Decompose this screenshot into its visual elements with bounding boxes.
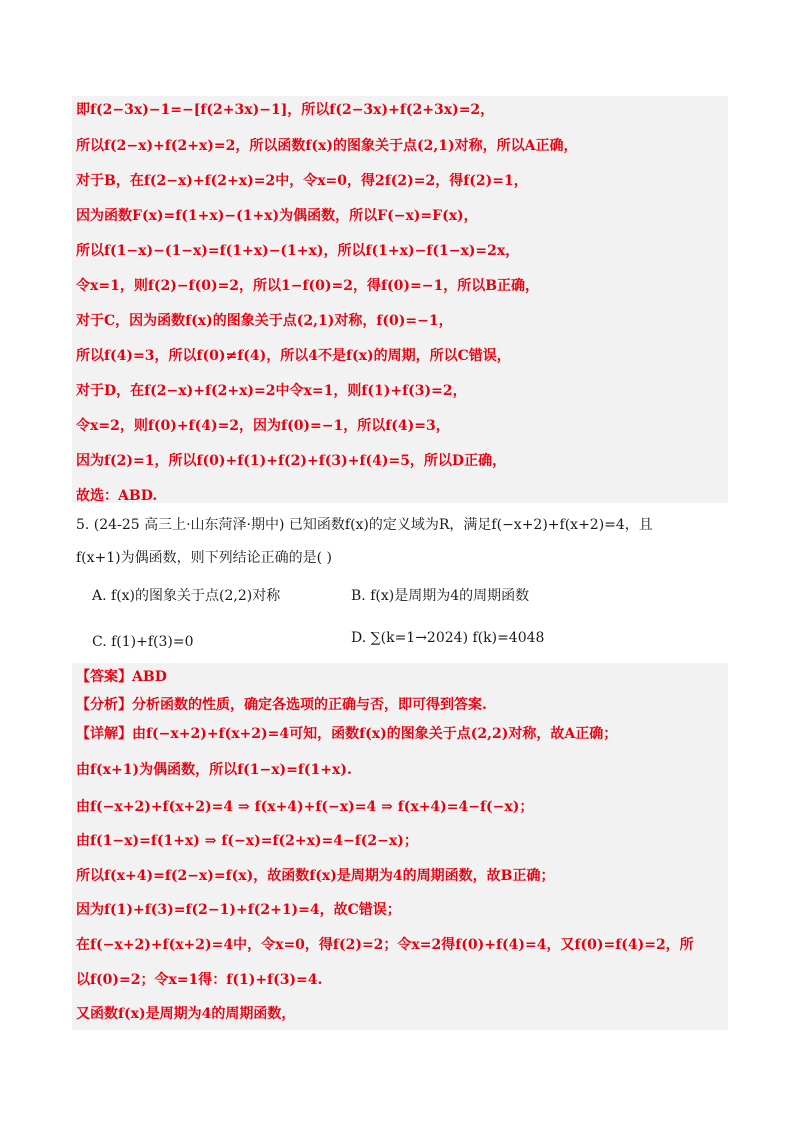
solution-line: 对于C，因为函数f(x)的图象关于点(2,1)对称，f(0)=−1， <box>76 313 453 329</box>
solution-line: 因为函数F(x)=f(1+x)−(1+x)为偶函数，所以F(−x)=F(x)， <box>76 208 478 224</box>
detail-line: 又函数f(x)是周期为4的周期函数， <box>76 1006 296 1022</box>
question-text: 5. (24-25 高三上·山东菏泽·期中) 已知函数f(x)的定义域为R，满足f(−x+2)+f(x+2)=4，且 <box>76 517 653 533</box>
detail-line: 由f(1−x)=f(1+x) ⇒ f(−x)=f(2+x)=4−f(2−x)； <box>76 833 418 849</box>
solution-line: 所以f(2−x)+f(2+x)=2，所以函数f(x)的图象关于点(2,1)对称，所以A正确， <box>76 138 578 154</box>
detail-line: 因为f(1)+f(3)=f(2−1)+f(2+1)=4，故C错误； <box>76 902 401 918</box>
solution-line: 令x=1，则f(2)−f(0)=2，所以1−f(0)=2，得f(0)=−1，所以B正确， <box>76 278 540 294</box>
solution-line: 即f(2−3x)−1=−[f(2+3x)−1]，所以f(2−3x)+f(2+3x)=2， <box>76 102 495 118</box>
solution-block-previous <box>72 96 728 503</box>
question-text: f(x+1)为偶函数，则下列结论正确的是( ) <box>76 550 333 566</box>
detail-line: 由f(−x+2)+f(x+2)=4 ⇒ f(x+4)+f(−x)=4 ⇒ f(x+4)=4−f(−x)； <box>76 799 534 815</box>
solution-line: 对于D，在f(2−x)+f(2+x)=2中令x=1，则f(1)+f(3)=2， <box>76 383 467 399</box>
option-b: B. f(x)是周期为4的周期函数 <box>351 588 530 604</box>
analysis-line: 【分析】分析函数的性质，确定各选项的正确与否，即可得到答案. <box>76 697 487 713</box>
answer-line: 【答案】ABD <box>76 669 167 685</box>
option-c: C. f(1)+f(3)=0 <box>92 634 194 650</box>
solution-line: 对于B，在f(2−x)+f(2+x)=2中，令x=0，得2f(2)=2，得f(2)=1， <box>76 173 528 189</box>
detail-line: 所以f(x+4)=f(2−x)=f(x)，故函数f(x)是周期为4的周期函数，故B正确； <box>76 868 555 884</box>
option-d: D. ∑(k=1→2024) f(k)=4048 <box>351 630 545 646</box>
detail-line: 由f(x+1)为偶函数，所以f(1−x)=f(1+x). <box>76 762 352 778</box>
detail-line: 【详解】由f(−x+2)+f(x+2)=4可知，函数f(x)的图象关于点(2,2)对称，故A正确； <box>76 726 618 742</box>
detail-line: 在f(−x+2)+f(x+2)=4中，令x=0，得f(2)=2；令x=2得f(0)+f(4)=4，又f(0)=f(4)=2，所 <box>76 937 694 953</box>
solution-line: 令x=2，则f(0)+f(4)=2，因为f(0)=−1，所以f(4)=3， <box>76 418 450 434</box>
solution-line: 所以f(1−x)−(1−x)=f(1+x)−(1+x)，所以f(1+x)−f(1−x)=2x， <box>76 243 520 259</box>
solution-line: 所以f(4)=3，所以f(0)≠f(4)，所以4不是f(x)的周期，所以C错误， <box>76 348 511 364</box>
solution-line: 因为f(2)=1，所以f(0)+f(1)+f(2)+f(3)+f(4)=5，所以D正确， <box>76 453 507 469</box>
detail-line: 以f(0)=2；令x=1得：f(1)+f(3)=4. <box>76 972 323 988</box>
option-a: A. f(x)的图象关于点(2,2)对称 <box>92 588 281 604</box>
solution-line: 故选：ABD. <box>76 488 158 504</box>
